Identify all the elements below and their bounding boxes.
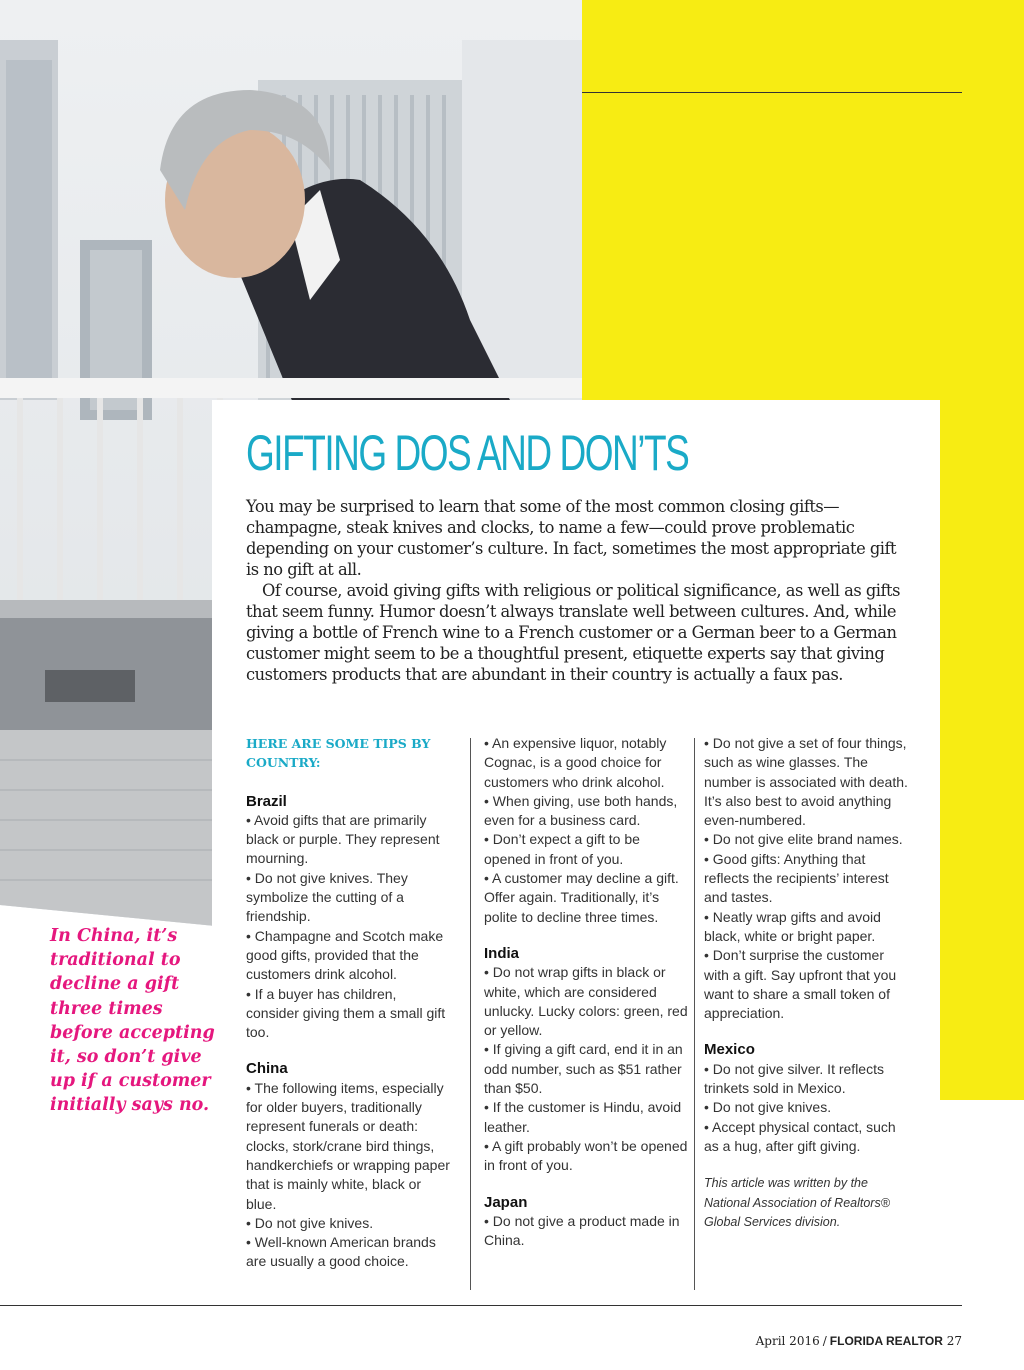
tip-item: • Neatly wrap gifts and avoid black, white or bright paper. xyxy=(704,908,908,947)
tip-item: • Do not give a product made in China. xyxy=(484,1212,688,1251)
folio-separator: / xyxy=(822,1334,827,1348)
tip-item: • Do not give a set of four things, such as wine glasses. The number is associated with death. It’s also best to avoid anything even-numbered. xyxy=(704,734,908,830)
tips-heading: HERE ARE SOME TIPS BY COUNTRY: xyxy=(246,736,431,771)
tip-item: • Don’t expect a gift to be opened in front of you. xyxy=(484,830,688,869)
yellow-block-rule xyxy=(582,92,962,93)
tip-item: • Do not give knives. xyxy=(704,1098,908,1117)
folio-date: April 2016 xyxy=(755,1334,820,1348)
tip-item: • If the customer is Hindu, avoid leather. xyxy=(484,1098,688,1137)
tip-item: • Champagne and Scotch make good gifts, provided that the customers drink alcohol. xyxy=(246,927,450,985)
country-heading-india: India xyxy=(484,944,520,962)
tip-item: • A gift probably won’t be opened in front of you. xyxy=(484,1137,688,1176)
tip-item: • Good gifts: Anything that reflects the recipients’ interest and tastes. xyxy=(704,850,908,908)
country-heading-mexico: Mexico xyxy=(704,1041,755,1059)
tip-item: • If giving a gift card, end it in an odd number, such as $51 rather than $50. xyxy=(484,1040,688,1098)
intro-paragraph: Of course, avoid giving gifts with religious or political significance, as well as gifts that seem funny. Humor doesn’t always translate well between cultures. And, while giving a bottle of French wine to a French customer or a German beer to a German customer might seem to be a thoughtful present, etiquette experts say that giving customers products that are abundant in their country is actually a faux pas. xyxy=(246,581,900,684)
tip-item: • Avoid gifts that are primarily black or purple. They represent mourning. xyxy=(246,811,450,869)
tip-item: • Do not give silver. It reflects trinkets sold in Mexico. xyxy=(704,1060,908,1099)
article-credit: This article was written by the National Association of Realtors® Global Services division. xyxy=(704,1176,890,1229)
country-heading-japan: Japan xyxy=(484,1193,528,1211)
tip-item: • A customer may decline a gift. Offer again. Traditionally, it’s polite to decline three times. xyxy=(484,869,688,927)
tip-item: • If a buyer has children, consider giving them a small gift too. xyxy=(246,985,450,1043)
tips-column-3 xyxy=(704,734,908,1245)
country-heading-china: China xyxy=(246,1060,288,1078)
intro-paragraph: You may be surprised to learn that some of the most common closing gifts—champagne, steak knives and clocks, to name a few—could prove problematic depending on your customer’s culture. In fact, sometimes the most appropriate gift is no gift at all. xyxy=(246,497,897,579)
footer-rule xyxy=(0,1305,962,1306)
article-intro xyxy=(246,496,906,685)
tip-item: • When giving, use both hands, even for a business card. xyxy=(484,792,688,831)
tip-item: • Do not give knives. xyxy=(246,1214,450,1233)
folio-publication: FLORIDA REALTOR xyxy=(829,1334,943,1348)
column-divider xyxy=(694,738,695,1290)
tip-item: • Don’t surprise the customer with a gift. Say upfront that you want to share a small token of appreciation. xyxy=(704,946,908,1023)
pull-quote: In China, it’s traditional to decline a gift three times before accepting it, so don’t give up if a customer initially says no. xyxy=(50,926,215,1116)
tip-item: • Do not give knives. They symbolize the cutting of a friendship. xyxy=(246,869,450,927)
page-folio xyxy=(756,1334,962,1348)
country-heading-brazil: Brazil xyxy=(246,792,287,810)
tip-item: • An expensive liquor, notably Cognac, is a good choice for customers who drink alcohol. xyxy=(484,734,688,792)
tips-column-2 xyxy=(484,734,688,1250)
folio-page-number: 27 xyxy=(946,1334,962,1348)
column-divider xyxy=(470,738,471,1290)
article-title: GIFTING DOS AND DON’TS xyxy=(246,425,689,481)
tips-column-1 xyxy=(246,734,450,1272)
tip-item: • Do not give elite brand names. xyxy=(704,830,908,849)
tip-item: • Do not wrap gifts in black or white, which are considered unlucky. Lucky colors: green, red or yellow. xyxy=(484,963,688,1040)
tip-item: • Accept physical contact, such as a hug, after gift giving. xyxy=(704,1118,908,1157)
tip-item: • Well-known American brands are usually a good choice. xyxy=(246,1233,450,1272)
tip-item: • The following items, especially for older buyers, traditionally represent funerals or death: clocks, stork/crane bird things, handkerchiefs or wrapping paper that is mainly white, black or blue. xyxy=(246,1079,450,1214)
